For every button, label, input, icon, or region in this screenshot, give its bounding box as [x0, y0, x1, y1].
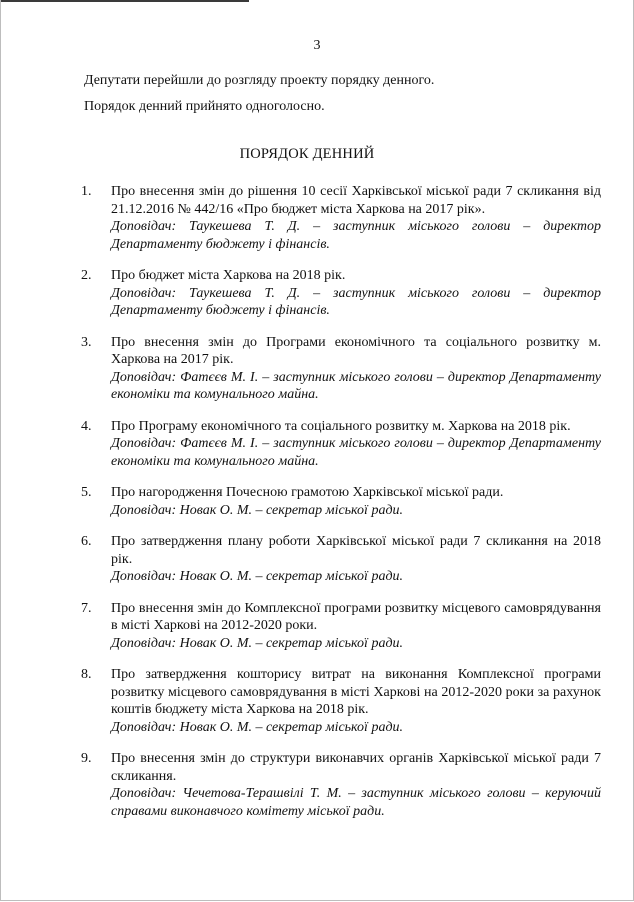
agenda-item-number: 7.: [81, 600, 92, 616]
agenda-item-number: 9.: [81, 751, 92, 766]
intro-line-1: Депутати перейшли до розгляду проекту порядку денного.: [84, 73, 435, 88]
agenda-item-speaker: Доповідач: Новак О. М. – секретар міської ради.: [111, 502, 404, 518]
agenda-item: [81, 267, 601, 320]
agenda-heading: ПОРЯДОК ДЕННИЙ: [239, 146, 375, 162]
scan-edge-line: [1, 0, 249, 2]
agenda-item-number: 5.: [81, 485, 92, 500]
agenda-item: [81, 533, 601, 586]
agenda-item-speaker: Доповідач: Новак О. М. – секретар міської ради.: [111, 569, 404, 584]
agenda-item-speaker: Доповідач: Фатєєв М. І. – заступник міського голови – директор Департаменту економіки та комунального майна.: [111, 369, 601, 402]
agenda-item-title: Про нагородження Почесною грамотою Харківської міської ради.: [111, 485, 504, 500]
agenda-item: [81, 666, 601, 736]
agenda-item: [81, 600, 601, 653]
agenda-item-number: 4.: [81, 418, 92, 434]
agenda-item-speaker: Доповідач: Таукешева Т. Д. – заступник міського голови – директор Департаменту бюджету і фінансів.: [111, 285, 601, 318]
agenda-item: [81, 418, 601, 471]
agenda-item: [81, 484, 601, 519]
agenda-item-speaker: Доповідач: Фатєєв М. І. – заступник міського голови – директор Департаменту економіки та комунального майна.: [111, 436, 601, 469]
agenda-item-title: Про бюджет міста Харкова на 2018 рік.: [111, 268, 346, 283]
agenda-item: [81, 183, 601, 253]
agenda-item-number: 1.: [81, 184, 92, 199]
agenda-item-speaker: Доповідач: Новак О. М. – секретар міської ради.: [111, 719, 404, 735]
agenda-item-title: Про внесення змін до Комплексної програми розвитку місцевого самоврядування в місті Харкові на 2012-2020 роки.: [111, 600, 601, 633]
agenda-item: [81, 750, 601, 820]
agenda-item-title: Про внесення змін до рішення 10 сесії Харківської міської ради 7 скликання від 21.12.2016 № 442/16 «Про бюджет міста Харкова на 2017 рік».: [111, 184, 601, 217]
agenda-item-speaker: Доповідач: Чечетова-Терашвілі Т. М. – заступник міського голови – керуючий справами виконавчого комітету міської ради.: [111, 786, 601, 819]
agenda-item-number: 3.: [81, 334, 92, 350]
agenda-item-number: 6.: [81, 534, 92, 549]
agenda-item: [81, 334, 601, 404]
agenda-item-title: Про внесення змін до Програми економічного та соціального розвитку м. Харкова на 2017 рік.: [111, 334, 601, 367]
agenda-item-title: Про Програму економічного та соціального розвитку м. Харкова на 2018 рік.: [111, 418, 571, 434]
agenda-item-number: 8.: [81, 667, 92, 682]
agenda-item-title: Про затвердження кошторису витрат на виконання Комплексної програми розвитку місцевого самоврядування в місті Харкові на 2012-2020 роки за рахунок коштів бюджету міста Харкова на 2018 рік.: [111, 667, 601, 717]
agenda-item-title: Про внесення змін до структури виконавчих органів Харківської міської ради 7 скликання.: [111, 751, 601, 784]
agenda-item-speaker: Доповідач: Новак О. М. – секретар міської ради.: [111, 635, 404, 651]
intro-line-2: Порядок денний прийнято одноголосно.: [84, 99, 325, 114]
agenda-list: [81, 183, 601, 834]
page-number: 3: [313, 38, 321, 53]
agenda-item-number: 2.: [81, 268, 92, 283]
agenda-item-speaker: Доповідач: Таукешева Т. Д. – заступник міського голови – директор Департаменту бюджету і фінансів.: [111, 219, 601, 252]
agenda-item-title: Про затвердження плану роботи Харківської міської ради 7 скликання на 2018 рік.: [111, 534, 601, 567]
